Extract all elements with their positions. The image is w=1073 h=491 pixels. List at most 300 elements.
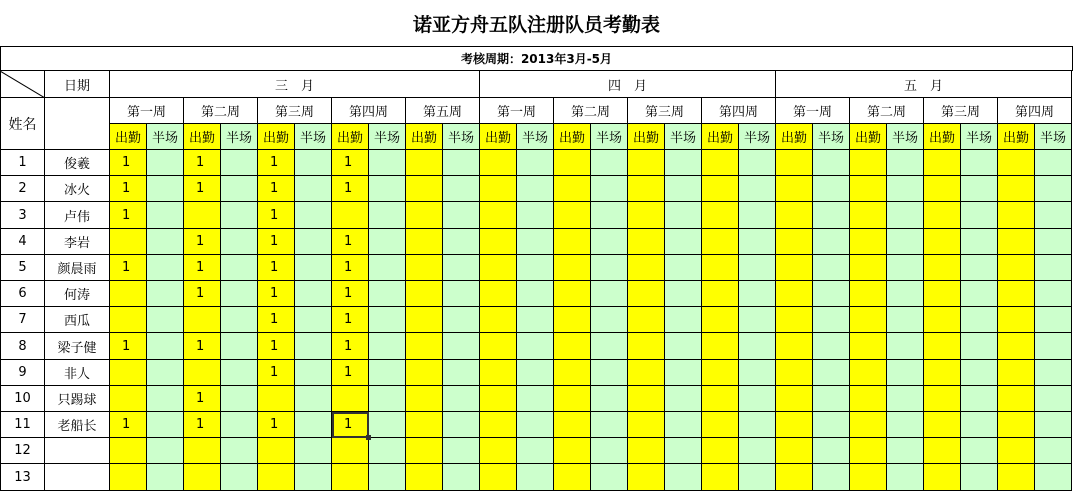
- half-game-cell[interactable]: [739, 176, 776, 202]
- half-game-cell[interactable]: [221, 333, 258, 360]
- half-game-cell[interactable]: [961, 438, 998, 464]
- attendance-cell[interactable]: 1: [110, 202, 147, 229]
- attendance-cell[interactable]: [998, 281, 1035, 307]
- attendance-cell[interactable]: [406, 150, 443, 176]
- attendance-cell[interactable]: [702, 360, 739, 386]
- half-game-cell[interactable]: [369, 176, 406, 202]
- attendance-cell[interactable]: [850, 438, 887, 464]
- half-game-cell[interactable]: [369, 412, 406, 438]
- half-game-cell[interactable]: [221, 386, 258, 412]
- half-game-cell[interactable]: [961, 412, 998, 438]
- attendance-cell[interactable]: [554, 386, 591, 412]
- half-game-cell[interactable]: [147, 202, 184, 229]
- attendance-cell[interactable]: [480, 255, 517, 281]
- attendance-cell[interactable]: [554, 307, 591, 333]
- attendance-cell[interactable]: [480, 333, 517, 360]
- half-game-cell[interactable]: [739, 281, 776, 307]
- half-game-cell[interactable]: [739, 307, 776, 333]
- half-game-cell[interactable]: [1035, 438, 1072, 464]
- attendance-cell[interactable]: 1: [258, 202, 295, 229]
- half-game-cell[interactable]: [517, 360, 554, 386]
- half-game-cell[interactable]: [887, 412, 924, 438]
- half-game-cell[interactable]: [591, 412, 628, 438]
- half-game-cell[interactable]: [443, 386, 480, 412]
- attendance-cell[interactable]: [702, 150, 739, 176]
- half-game-cell[interactable]: [147, 229, 184, 255]
- attendance-cell[interactable]: [110, 386, 147, 412]
- attendance-cell[interactable]: [406, 281, 443, 307]
- half-game-cell[interactable]: [961, 202, 998, 229]
- half-game-cell[interactable]: [739, 360, 776, 386]
- attendance-cell[interactable]: 1: [110, 412, 147, 438]
- half-game-cell[interactable]: [739, 386, 776, 412]
- half-game-cell[interactable]: [591, 386, 628, 412]
- attendance-cell[interactable]: [776, 386, 813, 412]
- attendance-cell[interactable]: [924, 333, 961, 360]
- attendance-cell[interactable]: 1: [184, 229, 221, 255]
- half-game-cell[interactable]: [813, 255, 850, 281]
- half-game-cell[interactable]: [813, 438, 850, 464]
- half-game-cell[interactable]: [739, 150, 776, 176]
- attendance-cell[interactable]: 1: [332, 150, 369, 176]
- attendance-cell[interactable]: [776, 360, 813, 386]
- half-game-cell[interactable]: [517, 150, 554, 176]
- attendance-cell[interactable]: [406, 176, 443, 202]
- attendance-cell[interactable]: [998, 360, 1035, 386]
- attendance-cell[interactable]: [850, 281, 887, 307]
- half-game-cell[interactable]: [739, 255, 776, 281]
- half-game-cell[interactable]: [813, 307, 850, 333]
- half-game-cell[interactable]: [443, 281, 480, 307]
- attendance-cell[interactable]: 1: [184, 255, 221, 281]
- attendance-cell[interactable]: 1: [110, 255, 147, 281]
- attendance-cell[interactable]: [924, 255, 961, 281]
- half-game-cell[interactable]: [517, 307, 554, 333]
- attendance-cell[interactable]: [776, 255, 813, 281]
- half-game-cell[interactable]: [887, 333, 924, 360]
- attendance-cell[interactable]: [924, 438, 961, 464]
- half-game-cell[interactable]: [887, 255, 924, 281]
- half-game-cell[interactable]: [665, 150, 702, 176]
- attendance-cell[interactable]: [110, 229, 147, 255]
- attendance-cell[interactable]: [480, 229, 517, 255]
- attendance-cell[interactable]: [998, 386, 1035, 412]
- attendance-cell[interactable]: 1: [258, 333, 295, 360]
- attendance-cell[interactable]: [850, 229, 887, 255]
- attendance-cell[interactable]: [480, 438, 517, 464]
- attendance-cell[interactable]: [110, 307, 147, 333]
- attendance-cell[interactable]: [776, 438, 813, 464]
- attendance-cell[interactable]: [628, 412, 665, 438]
- attendance-cell[interactable]: [776, 412, 813, 438]
- attendance-cell[interactable]: [850, 176, 887, 202]
- attendance-cell[interactable]: [480, 202, 517, 229]
- half-game-cell[interactable]: [1035, 360, 1072, 386]
- half-game-cell[interactable]: [443, 333, 480, 360]
- half-game-cell[interactable]: [591, 333, 628, 360]
- attendance-cell[interactable]: 1: [258, 255, 295, 281]
- attendance-cell[interactable]: [628, 438, 665, 464]
- attendance-cell[interactable]: [998, 229, 1035, 255]
- half-game-cell[interactable]: [813, 386, 850, 412]
- attendance-cell[interactable]: [406, 438, 443, 464]
- attendance-cell[interactable]: 1: [332, 333, 369, 360]
- attendance-cell[interactable]: 1: [184, 412, 221, 438]
- half-game-cell[interactable]: [591, 150, 628, 176]
- attendance-cell[interactable]: [184, 202, 221, 229]
- half-game-cell[interactable]: [443, 438, 480, 464]
- half-game-cell[interactable]: [665, 412, 702, 438]
- half-game-cell[interactable]: [1035, 255, 1072, 281]
- half-game-cell[interactable]: [369, 255, 406, 281]
- half-game-cell[interactable]: [369, 333, 406, 360]
- half-game-cell[interactable]: [665, 281, 702, 307]
- attendance-cell[interactable]: [850, 412, 887, 438]
- attendance-cell[interactable]: [332, 386, 369, 412]
- half-game-cell[interactable]: [1035, 307, 1072, 333]
- half-game-cell[interactable]: [295, 307, 332, 333]
- half-game-cell[interactable]: [295, 333, 332, 360]
- attendance-cell[interactable]: [628, 229, 665, 255]
- half-game-cell[interactable]: [221, 438, 258, 464]
- attendance-cell[interactable]: [480, 360, 517, 386]
- attendance-cell[interactable]: [850, 150, 887, 176]
- attendance-cell[interactable]: [924, 150, 961, 176]
- half-game-cell[interactable]: [665, 255, 702, 281]
- half-game-cell[interactable]: [443, 229, 480, 255]
- attendance-cell[interactable]: [998, 202, 1035, 229]
- half-game-cell[interactable]: [739, 438, 776, 464]
- attendance-cell[interactable]: [924, 229, 961, 255]
- half-game-cell[interactable]: [517, 229, 554, 255]
- half-game-cell[interactable]: [961, 255, 998, 281]
- attendance-cell[interactable]: [110, 281, 147, 307]
- attendance-cell[interactable]: [850, 386, 887, 412]
- attendance-cell[interactable]: [776, 229, 813, 255]
- half-game-cell[interactable]: [221, 255, 258, 281]
- attendance-cell[interactable]: [480, 412, 517, 438]
- half-game-cell[interactable]: [147, 150, 184, 176]
- half-game-cell[interactable]: [813, 281, 850, 307]
- attendance-cell[interactable]: 1: [258, 176, 295, 202]
- attendance-cell[interactable]: [554, 412, 591, 438]
- half-game-cell[interactable]: [517, 438, 554, 464]
- half-game-cell[interactable]: [369, 438, 406, 464]
- attendance-cell[interactable]: [850, 333, 887, 360]
- half-game-cell[interactable]: [665, 202, 702, 229]
- attendance-cell[interactable]: [184, 438, 221, 464]
- half-game-cell[interactable]: [517, 202, 554, 229]
- attendance-cell[interactable]: [480, 150, 517, 176]
- attendance-cell[interactable]: [702, 438, 739, 464]
- half-game-cell[interactable]: [961, 150, 998, 176]
- half-game-cell[interactable]: [147, 386, 184, 412]
- attendance-cell[interactable]: [628, 202, 665, 229]
- half-game-cell[interactable]: [591, 202, 628, 229]
- attendance-cell[interactable]: [406, 412, 443, 438]
- half-game-cell[interactable]: [591, 281, 628, 307]
- half-game-cell[interactable]: [887, 150, 924, 176]
- half-game-cell[interactable]: [221, 202, 258, 229]
- attendance-cell[interactable]: [406, 333, 443, 360]
- half-game-cell[interactable]: [295, 386, 332, 412]
- attendance-cell[interactable]: 1: [110, 176, 147, 202]
- half-game-cell[interactable]: [443, 150, 480, 176]
- half-game-cell[interactable]: [961, 229, 998, 255]
- attendance-cell[interactable]: [924, 202, 961, 229]
- attendance-cell[interactable]: 1: [258, 150, 295, 176]
- half-game-cell[interactable]: [887, 360, 924, 386]
- attendance-cell[interactable]: [554, 438, 591, 464]
- half-game-cell[interactable]: [221, 412, 258, 438]
- attendance-cell[interactable]: [406, 229, 443, 255]
- half-game-cell[interactable]: [887, 229, 924, 255]
- half-game-cell[interactable]: [443, 412, 480, 438]
- half-game-cell[interactable]: [295, 176, 332, 202]
- half-game-cell[interactable]: [1035, 333, 1072, 360]
- attendance-cell[interactable]: 1: [258, 412, 295, 438]
- half-game-cell[interactable]: [1035, 281, 1072, 307]
- attendance-cell[interactable]: [406, 255, 443, 281]
- attendance-cell[interactable]: [628, 176, 665, 202]
- attendance-cell[interactable]: [702, 307, 739, 333]
- attendance-cell[interactable]: 1: [258, 360, 295, 386]
- attendance-cell[interactable]: [628, 307, 665, 333]
- half-game-cell[interactable]: [813, 150, 850, 176]
- attendance-cell[interactable]: [702, 281, 739, 307]
- attendance-cell[interactable]: 1: [332, 281, 369, 307]
- attendance-cell[interactable]: [184, 360, 221, 386]
- half-game-cell[interactable]: [443, 202, 480, 229]
- attendance-cell[interactable]: [332, 202, 369, 229]
- half-game-cell[interactable]: [369, 281, 406, 307]
- attendance-cell[interactable]: [110, 438, 147, 464]
- half-game-cell[interactable]: [1035, 412, 1072, 438]
- half-game-cell[interactable]: [517, 281, 554, 307]
- half-game-cell[interactable]: [147, 438, 184, 464]
- half-game-cell[interactable]: [517, 412, 554, 438]
- attendance-cell[interactable]: 1: [110, 333, 147, 360]
- attendance-cell[interactable]: [776, 176, 813, 202]
- half-game-cell[interactable]: [887, 202, 924, 229]
- half-game-cell[interactable]: [591, 229, 628, 255]
- half-game-cell[interactable]: [221, 281, 258, 307]
- half-game-cell[interactable]: [591, 438, 628, 464]
- half-game-cell[interactable]: [665, 333, 702, 360]
- half-game-cell[interactable]: [369, 386, 406, 412]
- half-game-cell[interactable]: [221, 360, 258, 386]
- attendance-cell[interactable]: [554, 150, 591, 176]
- attendance-cell[interactable]: [406, 307, 443, 333]
- attendance-cell[interactable]: [998, 150, 1035, 176]
- attendance-cell[interactable]: [776, 202, 813, 229]
- attendance-cell[interactable]: 1: [184, 386, 221, 412]
- half-game-cell[interactable]: [295, 360, 332, 386]
- attendance-cell[interactable]: [702, 176, 739, 202]
- half-game-cell[interactable]: [443, 176, 480, 202]
- half-game-cell[interactable]: [369, 307, 406, 333]
- half-game-cell[interactable]: [813, 229, 850, 255]
- half-game-cell[interactable]: [961, 360, 998, 386]
- half-game-cell[interactable]: [221, 150, 258, 176]
- attendance-cell[interactable]: [628, 386, 665, 412]
- attendance-cell[interactable]: 1: [332, 307, 369, 333]
- half-game-cell[interactable]: [739, 412, 776, 438]
- half-game-cell[interactable]: [665, 438, 702, 464]
- half-game-cell[interactable]: [665, 307, 702, 333]
- attendance-cell[interactable]: [554, 360, 591, 386]
- half-game-cell[interactable]: [147, 281, 184, 307]
- half-game-cell[interactable]: [147, 333, 184, 360]
- attendance-cell[interactable]: [628, 333, 665, 360]
- attendance-cell[interactable]: [332, 438, 369, 464]
- attendance-cell[interactable]: [628, 281, 665, 307]
- half-game-cell[interactable]: [221, 307, 258, 333]
- attendance-cell[interactable]: [628, 255, 665, 281]
- attendance-cell[interactable]: [850, 255, 887, 281]
- half-game-cell[interactable]: [813, 412, 850, 438]
- half-game-cell[interactable]: [665, 360, 702, 386]
- half-game-cell[interactable]: [443, 360, 480, 386]
- half-game-cell[interactable]: [1035, 386, 1072, 412]
- attendance-cell[interactable]: 1: [184, 281, 221, 307]
- attendance-cell[interactable]: [776, 150, 813, 176]
- attendance-cell[interactable]: 1: [184, 176, 221, 202]
- half-game-cell[interactable]: [369, 150, 406, 176]
- half-game-cell[interactable]: [517, 255, 554, 281]
- attendance-cell[interactable]: [554, 281, 591, 307]
- attendance-cell[interactable]: [776, 281, 813, 307]
- half-game-cell[interactable]: [887, 438, 924, 464]
- half-game-cell[interactable]: [369, 360, 406, 386]
- attendance-cell[interactable]: 1: [332, 229, 369, 255]
- attendance-cell[interactable]: [998, 412, 1035, 438]
- attendance-cell[interactable]: [702, 333, 739, 360]
- half-game-cell[interactable]: [961, 386, 998, 412]
- half-game-cell[interactable]: [147, 360, 184, 386]
- half-game-cell[interactable]: [813, 176, 850, 202]
- half-game-cell[interactable]: [591, 307, 628, 333]
- half-game-cell[interactable]: [665, 386, 702, 412]
- half-game-cell[interactable]: [443, 307, 480, 333]
- selected-cell[interactable]: 1: [332, 412, 369, 438]
- half-game-cell[interactable]: [221, 176, 258, 202]
- attendance-cell[interactable]: [702, 229, 739, 255]
- half-game-cell[interactable]: [813, 360, 850, 386]
- attendance-cell[interactable]: [924, 360, 961, 386]
- attendance-cell[interactable]: [850, 360, 887, 386]
- attendance-cell[interactable]: [998, 255, 1035, 281]
- half-game-cell[interactable]: [443, 255, 480, 281]
- attendance-cell[interactable]: [998, 176, 1035, 202]
- half-game-cell[interactable]: [295, 229, 332, 255]
- half-game-cell[interactable]: [887, 176, 924, 202]
- half-game-cell[interactable]: [813, 333, 850, 360]
- half-game-cell[interactable]: [517, 176, 554, 202]
- half-game-cell[interactable]: [295, 255, 332, 281]
- attendance-cell[interactable]: [998, 438, 1035, 464]
- half-game-cell[interactable]: [739, 333, 776, 360]
- half-game-cell[interactable]: [1035, 229, 1072, 255]
- half-game-cell[interactable]: [147, 255, 184, 281]
- attendance-cell[interactable]: [480, 386, 517, 412]
- attendance-cell[interactable]: 1: [110, 150, 147, 176]
- attendance-cell[interactable]: [554, 333, 591, 360]
- attendance-cell[interactable]: [628, 360, 665, 386]
- attendance-cell[interactable]: 1: [258, 281, 295, 307]
- half-game-cell[interactable]: [961, 281, 998, 307]
- attendance-cell[interactable]: [924, 386, 961, 412]
- half-game-cell[interactable]: [147, 176, 184, 202]
- half-game-cell[interactable]: [517, 333, 554, 360]
- attendance-cell[interactable]: [480, 281, 517, 307]
- attendance-cell[interactable]: [554, 255, 591, 281]
- attendance-cell[interactable]: [924, 281, 961, 307]
- half-game-cell[interactable]: [147, 307, 184, 333]
- attendance-cell[interactable]: [776, 333, 813, 360]
- attendance-cell[interactable]: [554, 202, 591, 229]
- half-game-cell[interactable]: [887, 307, 924, 333]
- fill-handle[interactable]: [366, 435, 371, 440]
- half-game-cell[interactable]: [295, 438, 332, 464]
- half-game-cell[interactable]: [665, 176, 702, 202]
- half-game-cell[interactable]: [961, 307, 998, 333]
- half-game-cell[interactable]: [591, 176, 628, 202]
- attendance-cell[interactable]: 1: [332, 360, 369, 386]
- half-game-cell[interactable]: [887, 386, 924, 412]
- attendance-cell[interactable]: [924, 412, 961, 438]
- attendance-cell[interactable]: [554, 229, 591, 255]
- attendance-cell[interactable]: [702, 255, 739, 281]
- half-game-cell[interactable]: [147, 412, 184, 438]
- attendance-cell[interactable]: [406, 360, 443, 386]
- attendance-cell[interactable]: 1: [184, 150, 221, 176]
- attendance-cell[interactable]: [776, 307, 813, 333]
- attendance-cell[interactable]: [998, 307, 1035, 333]
- half-game-cell[interactable]: [961, 176, 998, 202]
- attendance-cell[interactable]: [480, 176, 517, 202]
- half-game-cell[interactable]: [813, 202, 850, 229]
- attendance-cell[interactable]: 1: [332, 255, 369, 281]
- attendance-cell[interactable]: [702, 412, 739, 438]
- half-game-cell[interactable]: [369, 229, 406, 255]
- attendance-cell[interactable]: [702, 202, 739, 229]
- half-game-cell[interactable]: [295, 150, 332, 176]
- attendance-cell[interactable]: [258, 438, 295, 464]
- attendance-cell[interactable]: [184, 307, 221, 333]
- attendance-cell[interactable]: [628, 150, 665, 176]
- attendance-cell[interactable]: 1: [258, 307, 295, 333]
- attendance-cell[interactable]: [554, 176, 591, 202]
- half-game-cell[interactable]: [665, 229, 702, 255]
- attendance-cell[interactable]: [258, 386, 295, 412]
- half-game-cell[interactable]: [739, 229, 776, 255]
- attendance-cell[interactable]: [850, 307, 887, 333]
- half-game-cell[interactable]: [1035, 202, 1072, 229]
- half-game-cell[interactable]: [591, 255, 628, 281]
- half-game-cell[interactable]: [739, 202, 776, 229]
- half-game-cell[interactable]: [295, 412, 332, 438]
- attendance-cell[interactable]: [702, 386, 739, 412]
- attendance-cell[interactable]: 1: [332, 176, 369, 202]
- attendance-cell[interactable]: [998, 333, 1035, 360]
- half-game-cell[interactable]: [1035, 176, 1072, 202]
- half-game-cell[interactable]: [295, 281, 332, 307]
- attendance-cell[interactable]: [406, 386, 443, 412]
- half-game-cell[interactable]: [961, 333, 998, 360]
- half-game-cell[interactable]: [517, 386, 554, 412]
- half-game-cell[interactable]: [887, 281, 924, 307]
